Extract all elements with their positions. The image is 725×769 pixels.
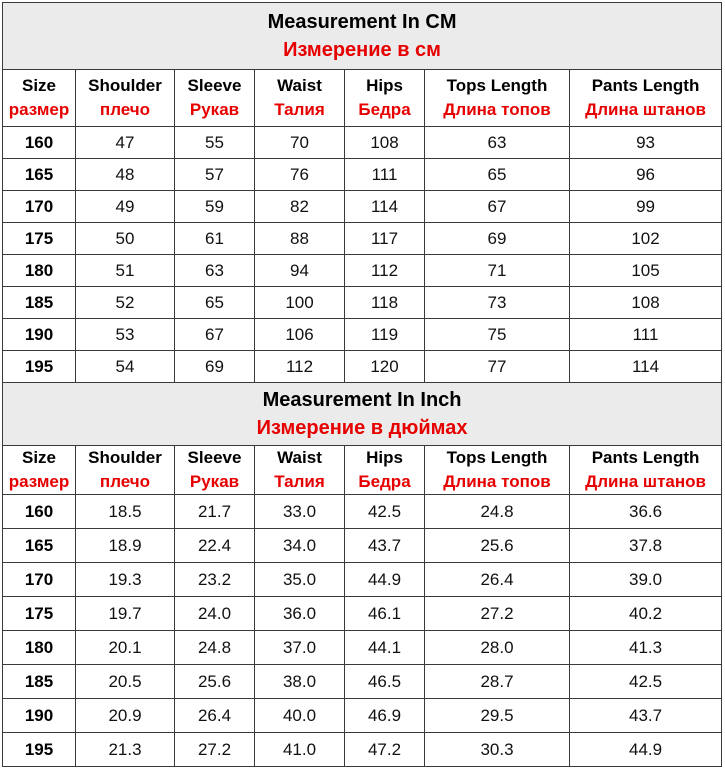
measurement-cell: 55 bbox=[175, 127, 255, 159]
cm-header-cell bbox=[425, 70, 570, 127]
measurement-cell: 54 bbox=[76, 351, 175, 383]
measurement-cell: 108 bbox=[570, 287, 722, 319]
measurement-cell: 118 bbox=[345, 287, 425, 319]
measurement-cell: 47.2 bbox=[345, 733, 425, 767]
measurement-cell: 40.0 bbox=[255, 699, 345, 733]
cm-header-label-en: Shoulder bbox=[88, 76, 162, 95]
measurement-cell: 106 bbox=[255, 319, 345, 351]
size-cell: 165 bbox=[3, 159, 76, 191]
cm-header-label-ru: размер bbox=[8, 100, 70, 119]
measurement-cell: 119 bbox=[345, 319, 425, 351]
measurement-cell: 93 bbox=[570, 127, 722, 159]
cm-header-label-en: Pants Length bbox=[591, 76, 700, 95]
measurement-cell: 21.7 bbox=[175, 495, 255, 529]
size-cell: 170 bbox=[3, 563, 76, 597]
measurement-cell: 29.5 bbox=[425, 699, 570, 733]
measurement-cell: 28.7 bbox=[425, 665, 570, 699]
measurement-cell: 40.2 bbox=[570, 597, 722, 631]
cm-header-row bbox=[3, 70, 722, 127]
measurement-cell: 65 bbox=[175, 287, 255, 319]
inch-header-row bbox=[3, 446, 722, 495]
measurement-cell: 102 bbox=[570, 223, 722, 255]
measurement-cell: 44.9 bbox=[345, 563, 425, 597]
size-chart bbox=[2, 2, 721, 767]
inch-header-label-ru: Рукав bbox=[189, 472, 240, 491]
measurement-cell: 25.6 bbox=[175, 665, 255, 699]
cm-header-label-ru: Бедра bbox=[358, 100, 411, 119]
measurement-cell: 19.7 bbox=[76, 597, 175, 631]
inch-title-en: Measurement In Inch bbox=[262, 389, 462, 411]
cm-title-en: Measurement In CM bbox=[267, 11, 457, 33]
size-cell: 160 bbox=[3, 127, 76, 159]
measurement-cell: 44.1 bbox=[345, 631, 425, 665]
measurement-cell: 46.9 bbox=[345, 699, 425, 733]
measurement-cell: 23.2 bbox=[175, 563, 255, 597]
measurement-cell: 120 bbox=[345, 351, 425, 383]
measurement-cell: 43.7 bbox=[345, 529, 425, 563]
cm-table-body bbox=[3, 3, 722, 383]
cm-header-cell bbox=[3, 70, 76, 127]
measurement-cell: 69 bbox=[425, 223, 570, 255]
measurement-cell: 112 bbox=[255, 351, 345, 383]
cm-header-label-en: Waist bbox=[277, 76, 322, 95]
cm-header-label-ru: плечо bbox=[99, 100, 151, 119]
measurement-cell: 20.1 bbox=[76, 631, 175, 665]
inch-header-cell bbox=[255, 446, 345, 495]
cm-title-ru: Измерение в см bbox=[283, 39, 441, 61]
table-row bbox=[3, 127, 722, 159]
measurement-cell: 25.6 bbox=[425, 529, 570, 563]
measurement-cell: 112 bbox=[345, 255, 425, 287]
cm-table bbox=[2, 2, 722, 383]
measurement-cell: 27.2 bbox=[175, 733, 255, 767]
measurement-cell: 24.8 bbox=[175, 631, 255, 665]
inch-table-body bbox=[3, 383, 722, 767]
measurement-cell: 48 bbox=[76, 159, 175, 191]
cm-title bbox=[3, 3, 722, 70]
measurement-cell: 36.0 bbox=[255, 597, 345, 631]
size-cell: 160 bbox=[3, 495, 76, 529]
measurement-cell: 18.9 bbox=[76, 529, 175, 563]
size-cell: 165 bbox=[3, 529, 76, 563]
table-row bbox=[3, 191, 722, 223]
table-row bbox=[3, 159, 722, 191]
size-cell: 195 bbox=[3, 733, 76, 767]
measurement-cell: 76 bbox=[255, 159, 345, 191]
measurement-cell: 67 bbox=[425, 191, 570, 223]
measurement-cell: 46.1 bbox=[345, 597, 425, 631]
measurement-cell: 44.9 bbox=[570, 733, 722, 767]
inch-header-cell bbox=[570, 446, 722, 495]
cm-header-label-ru: Талия bbox=[274, 100, 325, 119]
table-row bbox=[3, 631, 722, 665]
measurement-cell: 111 bbox=[345, 159, 425, 191]
measurement-cell: 33.0 bbox=[255, 495, 345, 529]
measurement-cell: 57 bbox=[175, 159, 255, 191]
measurement-cell: 52 bbox=[76, 287, 175, 319]
measurement-cell: 35.0 bbox=[255, 563, 345, 597]
measurement-cell: 73 bbox=[425, 287, 570, 319]
table-row bbox=[3, 223, 722, 255]
measurement-cell: 26.4 bbox=[175, 699, 255, 733]
measurement-cell: 21.3 bbox=[76, 733, 175, 767]
inch-header-label-en: Tops Length bbox=[446, 448, 548, 467]
cm-header-cell bbox=[76, 70, 175, 127]
size-cell: 180 bbox=[3, 631, 76, 665]
measurement-cell: 22.4 bbox=[175, 529, 255, 563]
cm-header-label-en: Hips bbox=[366, 76, 403, 95]
measurement-cell: 105 bbox=[570, 255, 722, 287]
size-cell: 185 bbox=[3, 665, 76, 699]
inch-header-label-ru: плечо bbox=[99, 472, 151, 491]
measurement-cell: 20.5 bbox=[76, 665, 175, 699]
inch-header-label-ru: Бедра bbox=[358, 472, 411, 491]
cm-header-label-en: Size bbox=[21, 76, 57, 95]
measurement-cell: 41.0 bbox=[255, 733, 345, 767]
measurement-cell: 27.2 bbox=[425, 597, 570, 631]
measurement-cell: 63 bbox=[175, 255, 255, 287]
inch-header-cell bbox=[175, 446, 255, 495]
measurement-cell: 82 bbox=[255, 191, 345, 223]
measurement-cell: 51 bbox=[76, 255, 175, 287]
measurement-cell: 71 bbox=[425, 255, 570, 287]
inch-header-label-en: Shoulder bbox=[88, 448, 162, 467]
measurement-cell: 39.0 bbox=[570, 563, 722, 597]
measurement-cell: 26.4 bbox=[425, 563, 570, 597]
measurement-cell: 99 bbox=[570, 191, 722, 223]
measurement-cell: 46.5 bbox=[345, 665, 425, 699]
table-row bbox=[3, 563, 722, 597]
measurement-cell: 36.6 bbox=[570, 495, 722, 529]
inch-header-label-ru: Длина топов bbox=[443, 472, 551, 491]
inch-header-label-en: Waist bbox=[277, 448, 322, 467]
table-row bbox=[3, 255, 722, 287]
table-row bbox=[3, 699, 722, 733]
cm-header-label-ru: Рукав bbox=[189, 100, 240, 119]
cm-header-label-ru: Длина штанов bbox=[585, 100, 706, 119]
table-row bbox=[3, 665, 722, 699]
table-row bbox=[3, 597, 722, 631]
inch-header-label-en: Pants Length bbox=[591, 448, 700, 467]
measurement-cell: 96 bbox=[570, 159, 722, 191]
inch-header-label-en: Sleeve bbox=[187, 448, 242, 467]
measurement-cell: 114 bbox=[345, 191, 425, 223]
measurement-cell: 100 bbox=[255, 287, 345, 319]
size-cell: 190 bbox=[3, 319, 76, 351]
measurement-cell: 19.3 bbox=[76, 563, 175, 597]
inch-title bbox=[3, 383, 722, 446]
inch-table bbox=[2, 382, 722, 767]
measurement-cell: 43.7 bbox=[570, 699, 722, 733]
inch-header-cell bbox=[76, 446, 175, 495]
measurement-cell: 59 bbox=[175, 191, 255, 223]
measurement-cell: 41.3 bbox=[570, 631, 722, 665]
measurement-cell: 24.0 bbox=[175, 597, 255, 631]
measurement-cell: 108 bbox=[345, 127, 425, 159]
cm-header-label-en: Sleeve bbox=[187, 76, 242, 95]
measurement-cell: 49 bbox=[76, 191, 175, 223]
measurement-cell: 61 bbox=[175, 223, 255, 255]
inch-header-label-ru: Длина штанов bbox=[585, 472, 706, 491]
table-row bbox=[3, 529, 722, 563]
measurement-cell: 38.0 bbox=[255, 665, 345, 699]
table-row bbox=[3, 319, 722, 351]
inch-title-ru: Измерение в дюймах bbox=[256, 417, 468, 439]
measurement-cell: 18.5 bbox=[76, 495, 175, 529]
size-cell: 190 bbox=[3, 699, 76, 733]
measurement-cell: 65 bbox=[425, 159, 570, 191]
cm-header-label-en: Tops Length bbox=[446, 76, 548, 95]
measurement-cell: 77 bbox=[425, 351, 570, 383]
measurement-cell: 67 bbox=[175, 319, 255, 351]
size-cell: 195 bbox=[3, 351, 76, 383]
measurement-cell: 37.0 bbox=[255, 631, 345, 665]
measurement-cell: 75 bbox=[425, 319, 570, 351]
size-cell: 185 bbox=[3, 287, 76, 319]
cm-header-cell bbox=[175, 70, 255, 127]
inch-header-cell bbox=[425, 446, 570, 495]
size-cell: 180 bbox=[3, 255, 76, 287]
cm-header-cell bbox=[255, 70, 345, 127]
measurement-cell: 37.8 bbox=[570, 529, 722, 563]
cm-header-cell bbox=[570, 70, 722, 127]
table-row bbox=[3, 351, 722, 383]
size-cell: 175 bbox=[3, 223, 76, 255]
measurement-cell: 114 bbox=[570, 351, 722, 383]
measurement-cell: 30.3 bbox=[425, 733, 570, 767]
measurement-cell: 63 bbox=[425, 127, 570, 159]
inch-header-label-ru: Талия bbox=[274, 472, 325, 491]
measurement-cell: 24.8 bbox=[425, 495, 570, 529]
size-cell: 175 bbox=[3, 597, 76, 631]
inch-header-label-en: Hips bbox=[366, 448, 403, 467]
inch-header-label-ru: размер bbox=[8, 472, 70, 491]
measurement-cell: 50 bbox=[76, 223, 175, 255]
measurement-cell: 88 bbox=[255, 223, 345, 255]
measurement-cell: 111 bbox=[570, 319, 722, 351]
measurement-cell: 53 bbox=[76, 319, 175, 351]
size-cell: 170 bbox=[3, 191, 76, 223]
measurement-cell: 34.0 bbox=[255, 529, 345, 563]
measurement-cell: 69 bbox=[175, 351, 255, 383]
inch-header-cell bbox=[3, 446, 76, 495]
measurement-cell: 42.5 bbox=[570, 665, 722, 699]
table-row bbox=[3, 733, 722, 767]
measurement-cell: 47 bbox=[76, 127, 175, 159]
measurement-cell: 94 bbox=[255, 255, 345, 287]
measurement-cell: 70 bbox=[255, 127, 345, 159]
measurement-cell: 20.9 bbox=[76, 699, 175, 733]
inch-header-cell bbox=[345, 446, 425, 495]
table-row bbox=[3, 287, 722, 319]
table-row bbox=[3, 495, 722, 529]
inch-header-label-en: Size bbox=[21, 448, 57, 467]
measurement-cell: 117 bbox=[345, 223, 425, 255]
measurement-cell: 42.5 bbox=[345, 495, 425, 529]
measurement-cell: 28.0 bbox=[425, 631, 570, 665]
cm-header-cell bbox=[345, 70, 425, 127]
cm-header-label-ru: Длина топов bbox=[443, 100, 551, 119]
